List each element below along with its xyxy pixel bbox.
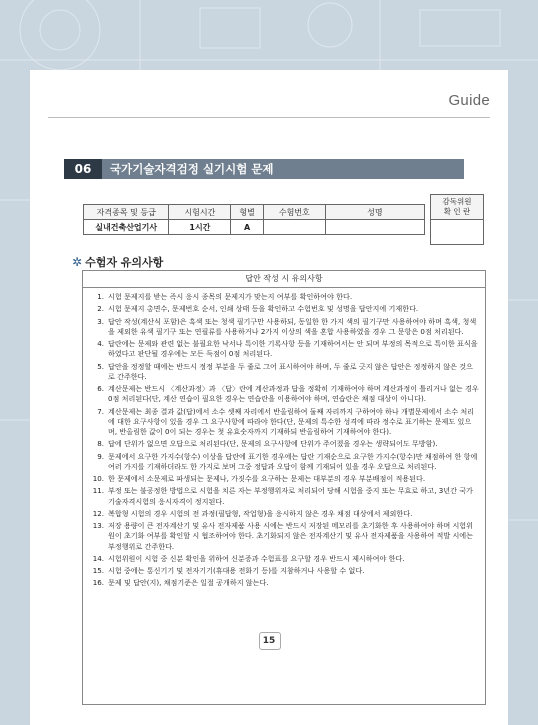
- notice-item: [91, 407, 479, 438]
- header-cell-time: 시험시간: [169, 205, 231, 220]
- notice-item-number: 4.: [97, 339, 104, 349]
- notice-item-number: 1.: [97, 292, 104, 301]
- notice-item-number: 5.: [97, 361, 104, 371]
- notice-item: [91, 578, 479, 588]
- notice-item-text: 시험위원이 시험 중 신분 확인을 위하여 신분증과 수험표를 요구할 경우 반드시 제시하여야 한다.: [108, 553, 405, 563]
- header-cell-qualification: 자격종목 및 등급: [84, 205, 169, 220]
- notice-item: [91, 384, 479, 404]
- notice-item: [91, 521, 479, 552]
- supervisor-label-line2: 확 인 란: [443, 207, 471, 216]
- notice-item-text: 답안 작성(계산식 포함)은 흑색 또는 청색 필기구만 사용하되, 동일한 한 가지 색의 필기구만 사용하여야 하며 흑색, 청색을 제외한 유색 필기구 또는 연필류를 사용하거나 2가지 이상의 색을 혼합 사용하였을 경우 그 문항은 0점 처리된다.: [108, 316, 477, 336]
- notice-item-text: 계산문제는 최종 결과 값(답)에서 소수 셋째 자리에서 반올림하여 둘째 자리까지 구하여야 하나 개별문제에서 소수 처리에 대한 요구사항이 있을 경우 그 요구사항에 따라야 한다(단, 문제의 특수한 성격에 따라 정수로 표기하는 문제도 있으며, 반올림한 값이 0이 되는 경우는 첫 유효숫자까지 기재하되 반올림하여 기재하여야 한다).: [108, 406, 475, 436]
- notice-item-number: 8.: [97, 439, 104, 449]
- notice-item: [91, 304, 479, 314]
- header-cell-name: 성명: [325, 205, 424, 220]
- notice-item-text: 저장 용량이 큰 전자계산기 및 유사 전자제품 사용 시에는 반드시 저장된 메모리를 초기화한 후 사용하여야 하며 시험위원이 초기화 여부를 확인할 시 협조하여야 한다. 초기화되지 않은 전자계산기 및 유사 전자제품을 사용하여 적발 시에는 부정행위로 간주한다.: [108, 521, 473, 551]
- page-number: 15: [262, 636, 276, 646]
- notice-item: [91, 452, 479, 472]
- value-cell-qualification: 실내건축산업기사: [84, 220, 169, 235]
- notice-item-number: 11.: [92, 486, 104, 496]
- notice-item-number: 7.: [97, 406, 104, 416]
- section-number: 06: [64, 159, 102, 179]
- notice-item: [91, 486, 479, 506]
- notice-item-number: 16.: [92, 578, 104, 588]
- exam-info-table: [83, 204, 425, 235]
- notice-item-text: 문제 및 답안(지), 채점기준은 일절 공개하지 않는다.: [108, 578, 269, 588]
- notice-item-number: 9.: [97, 451, 104, 461]
- header-divider: [48, 117, 490, 118]
- header-cell-exam-number: 수험번호: [263, 205, 325, 220]
- supervisor-label: [431, 195, 484, 220]
- notice-item-number: 3.: [97, 316, 104, 326]
- notice-item-text: 계산문제는 반드시 〈계산과정〉과 〈답〉란에 계산과정과 답을 정확히 기재하여야 하며 계산과정이 틀리거나 없는 경우 0점 처리된다(단, 계산 연습이 필요한 경우는 연습란을 이용하여야 하며, 연습란은 채점 대상이 아니다).: [108, 384, 479, 404]
- section-header: [64, 159, 464, 179]
- notice-item-text: 답안을 정정할 때에는 반드시 정정 부분을 두 줄로 그어 표시하여야 하며, 두 줄로 긋지 않은 답안은 정정하지 않은 것으로 간주한다.: [108, 361, 473, 381]
- notice-item-number: 6.: [97, 384, 104, 394]
- notice-heading: [72, 254, 163, 270]
- notice-item-number: 10.: [92, 474, 104, 484]
- exam-table-value-row: [84, 220, 425, 235]
- notice-item-text: 시험 중에는 통신기기 및 전자기기(휴대용 전화기 등)를 지참하거나 사용할 수 없다.: [108, 566, 365, 576]
- notice-item-text: 시험 문제지를 받는 즉시 응시 종목의 문제지가 맞는지 여부를 확인하여야 한다.: [108, 292, 353, 301]
- notice-item: [91, 474, 479, 484]
- notice-item: [91, 439, 479, 449]
- notice-list: [83, 288, 485, 589]
- page: [30, 70, 508, 725]
- notice-item: [91, 566, 479, 576]
- notice-item-text: 한 문제에서 소문제로 파생되는 문제나, 가짓수를 요구하는 문제는 대부분의 경우 부분배점이 적용된다.: [108, 474, 426, 484]
- notice-item-number: 2.: [97, 304, 104, 314]
- notice-item-text: 문제에서 요구한 가지수(항수) 이상을 답란에 표기한 경우에는 답란 기재순으로 요구한 가지수(항수)만 채점하여 한 항에 여러 가지를 기재하더라도 한 가지로 보며 그중 정답과 오답이 함께 기재되어 있을 경우 오답으로 처리된다.: [108, 451, 478, 471]
- notice-item-number: 13.: [92, 521, 104, 531]
- notice-box-title: 답안 작성 시 유의사항: [83, 271, 485, 288]
- notice-item: [91, 292, 479, 302]
- notice-item-text: 시험 문제지 총면수, 문제번호 순서, 인쇄 상태 등을 확인하고 수험번호 및 성명을 답안지에 기재한다.: [108, 304, 419, 314]
- notice-item: [91, 317, 479, 337]
- notice-item: [91, 509, 479, 519]
- notice-item-text: 복합형 시험의 경우 시험의 전 과정(필답형, 작업형)을 응시하지 않은 경우 채점 대상에서 제외한다.: [108, 508, 413, 518]
- header-cell-type: 형별: [231, 205, 264, 220]
- notice-item-text: 부정 또는 불공정한 방법으로 시험을 치른 자는 부정행위자로 처리되어 당해 시험을 중지 또는 무효로 하고, 3년간 국가기술자격시험의 응시자격이 정지된다.: [108, 486, 473, 506]
- notice-item-number: 14.: [92, 553, 104, 563]
- supervisor-label-line1: 감독위원: [442, 197, 472, 206]
- gear-icon: ✲: [72, 255, 83, 269]
- exam-table-header-row: [84, 205, 425, 220]
- value-cell-name: [325, 220, 424, 235]
- value-cell-exam-number: [263, 220, 325, 235]
- notice-item-number: 15.: [92, 566, 104, 576]
- value-cell-time: 1시간: [169, 220, 231, 235]
- guide-label: Guide: [448, 92, 490, 109]
- notice-item: [91, 554, 479, 564]
- notice-item-text: 답란에는 문제와 관련 없는 불필요한 낙서나 특이한 기록사항 등을 기재하여서는 안 되며 부정의 목적으로 특이한 표식을 하였다고 판단될 경우에는 모든 득점이 0점 처리된다.: [108, 339, 478, 359]
- notice-heading-text: 수험자 유의사항: [85, 256, 164, 269]
- supervisor-sign-cell: [431, 220, 484, 245]
- supervisor-check-table: [430, 194, 484, 245]
- notice-item: [91, 339, 479, 359]
- notice-item: [91, 362, 479, 382]
- value-cell-type: A: [231, 220, 264, 235]
- notice-item-text: 답에 단위가 없으면 오답으로 처리된다(단, 문제의 요구사항에 단위가 주어졌을 경우는 생략되어도 무방함).: [108, 439, 438, 449]
- section-title: 국가기술자격검정 실기시험 문제: [102, 159, 464, 179]
- notice-item-number: 12.: [92, 508, 104, 518]
